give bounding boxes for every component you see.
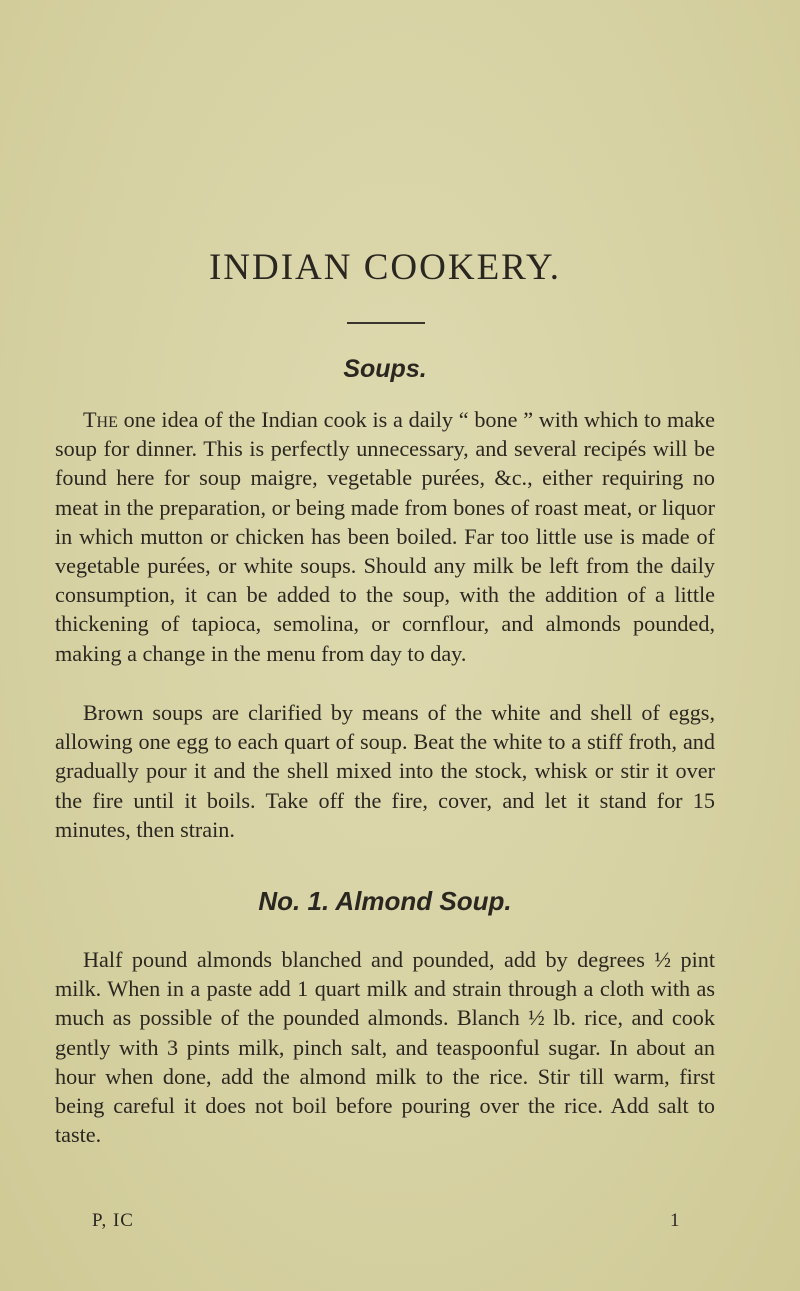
intro-paragraph — [55, 405, 715, 668]
page-title: INDIAN COOKERY. — [208, 247, 562, 288]
clarifying-paragraph: Brown soups are clarified by means of the white and shell of eggs, allowing one egg to each quart of soup. Beat the white to a stiff froth, and gradually pour it and the shell mixed into the stock, whisk or stir it over the fire until it boils. Take off the fire, cover, and let it stand for 15 minutes, then strain. — [55, 700, 715, 842]
paragraph-lead-word: The — [83, 407, 118, 432]
intro-paragraph-text: one idea of the Indian cook is a daily “ bone ” with which to make soup for dinner. This is perfectly unnecessary, and several recipés will be found here for soup maigre, vegetable purées, &c., either requiring no meat in the preparation, or being made from bones of roast meat, or liquor in which mutton or chicken has been boiled. Far too little use is made of vegetable purées, or white soups. Should any milk be left from the daily consumption, it can be added to the soup, with the addition of a little thickening of tapioca, semolina, or cornflour, and almonds pounded, making a change in the menu from day to day. — [55, 407, 715, 666]
signature-mark: P, IC — [92, 1210, 134, 1231]
title-divider — [347, 322, 425, 324]
page-number: 1 — [670, 1210, 680, 1231]
section-heading: Soups. — [343, 355, 427, 383]
recipe-heading: No. 1. Almond Soup. — [258, 886, 512, 916]
recipe-paragraph: Half pound almonds blanched and pounded, add by degrees ½ pint milk. When in a paste add 1 quart milk and strain through a cloth with as much as possible of the pounded almonds. Blanch ½ lb. rice, and cook gently with 3 pints milk, pinch salt, and teaspoonful sugar. In about an hour when done, add the almond milk to the rice. Stir till warm, first being careful it does not boil before pouring over the rice. Add salt to taste. — [55, 947, 715, 1148]
